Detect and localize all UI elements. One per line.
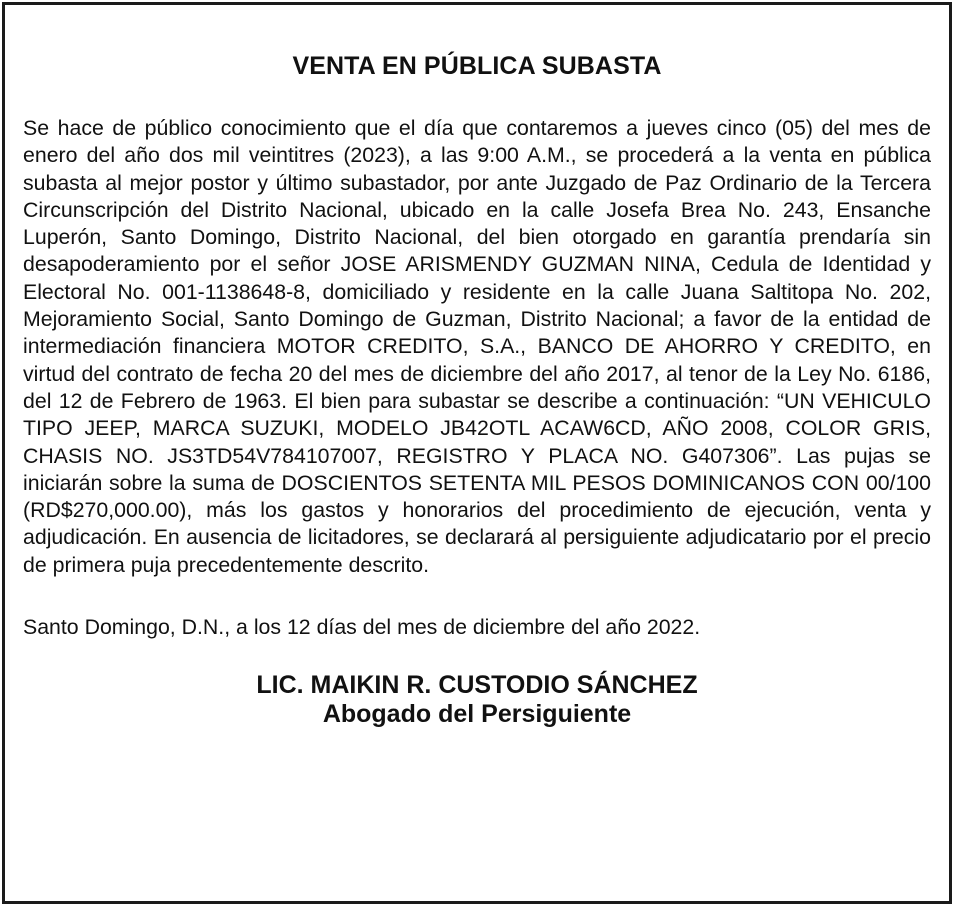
- signature-name: LIC. MAIKIN R. CUSTODIO SÁNCHEZ: [256, 671, 698, 700]
- notice-body: Se hace de público conocimiento que el día que contaremos a jueves cinco (05) del mes de enero del año dos mil veintitres (2023), a las 9:00 A.M., se procederá a la venta en pública subasta al mejor postor y último subastador, por ante Juzgado de Paz Ordinario de la Tercera Circunscripción del Distrito Nacional, ubicado en la calle Josefa Brea No. 243, Ensanche Luperón, Santo Domingo, Distrito Nacional, del bien otorgado en garantía prendaría sin desapoderamiento por el señor JOSE ARISMENDY GUZMAN NINA, Cedula de Identidad y Electoral No. 001-1138648-8, domiciliado y residente en la calle Juana Saltitopa No. 202, Mejoramiento Social, Santo Domingo de Guzman, Distrito Nacional; a favor de la entidad de intermediación financiera MOTOR CREDITO, S.A., BANCO DE AHORRO Y CREDITO, en virtud del contrato de fecha 20 del mes de diciembre del año 2017, al tenor de la Ley No. 6186, del 12 de Febrero de 1963. El bien para subastar se describe a continuación: “UN VEHICULO TIPO JEEP, MARCA SUZUKI, MODELO JB42OTL ACAW6CD, AÑO 2008, COLOR GRIS, CHASIS NO. JS3TD54V784107007, REGISTRO Y PLACA NO. G407306”. Las pujas se iniciarán sobre la suma de DOSCIENTOS SETENTA MIL PESOS DOMINICANOS CON 00/100 (RD$270,000.00), más los gastos y honorarios del procedimiento de ejecución, venta y adjudicación. En ausencia de licitadores, se declarará al persiguiente adjudicatario por el precio de primera puja precedentemente descrito.: [23, 116, 931, 577]
- notice-title: VENTA EN PÚBLICA SUBASTA: [292, 52, 662, 80]
- signature-role: Abogado del Persiguiente: [322, 700, 632, 729]
- notice-date-line: Santo Domingo, D.N., a los 12 días del mes de diciembre del año 2022.: [23, 615, 701, 640]
- notice-content: [23, 51, 931, 729]
- signature-block: [23, 671, 931, 729]
- notice-border: [2, 2, 952, 904]
